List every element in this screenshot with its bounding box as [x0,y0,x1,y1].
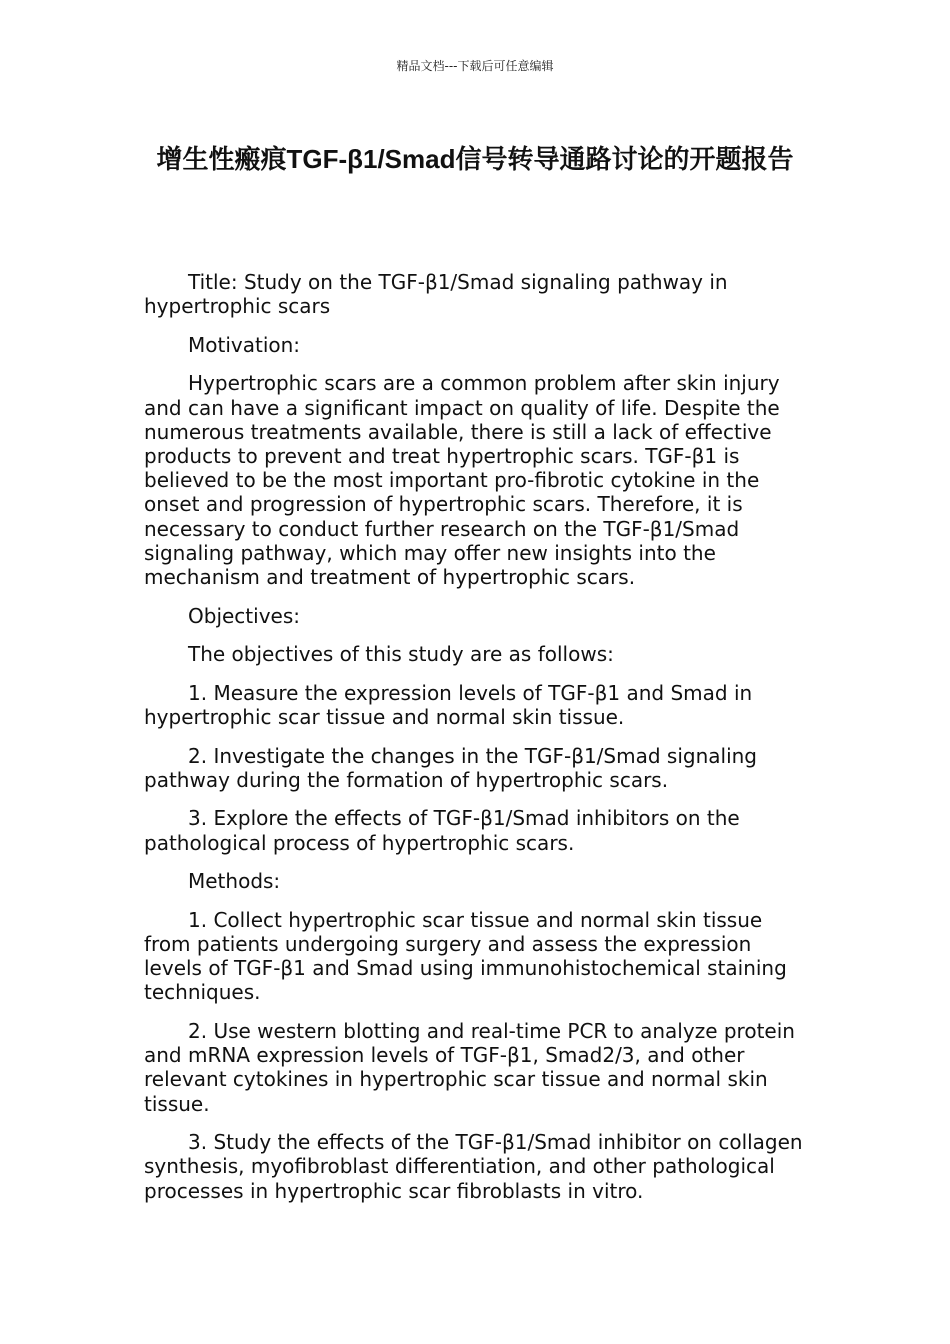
paragraph-title: Title: Study on the TGF-β1/Smad signaling pathway in hypertrophic scars [144,270,728,319]
objective-item-1: 1. Measure the expression levels of TGF-β1 and Smad in hypertrophic scar tissue and normal skin tissue. [144,680,753,729]
section-heading-methods: Methods: [188,869,281,894]
paragraph-objectives-intro: The objectives of this study are as follows: [188,642,614,667]
document-body [144,270,814,1217]
document-title: 增生性瘢痕TGF-β1/Smad信号转导通路讨论的开题报告 [156,144,794,174]
method-item-3: 3. Study the effects of the TGF-β1/Smad inhibitor on collagen synthesis, myofibroblast differentiation, and other pathological processes in hypertrophic scar fibroblasts in vitro. [144,1130,803,1203]
method-item-2: 2. Use western blotting and real-time PCR to analyze protein and mRNA expression levels of TGF-β1, Smad2/3, and other relevant cytokines in hypertrophic scar tissue and normal skin tissue. [144,1018,795,1116]
page-header: 精品文档---下载后可任意编辑 [396,59,554,73]
objective-item-2: 2. Investigate the changes in the TGF-β1/Smad signaling pathway during the formation of hypertrophic scars. [144,743,757,792]
method-item-1: 1. Collect hypertrophic scar tissue and normal skin tissue from patients undergoing surgery and assess the expression levels of TGF-β1 and Smad using immunohistochemical staining techniques. [144,907,787,1005]
section-heading-motivation: Motivation: [188,332,301,357]
objective-item-3: 3. Explore the effects of TGF-β1/Smad inhibitors on the pathological process of hypertrophic scars. [144,806,740,855]
section-heading-objectives: Objectives: [188,603,300,628]
paragraph-motivation: Hypertrophic scars are a common problem after skin injury and can have a significant impact on quality of life. Despite the numerous treatments available, there is still a lack of effective products to prevent and treat hypertrophic scars. TGF-β1 is believed to be the most important pro-fibrotic cytokine in the onset and progression of hypertrophic scars. Therefore, it is necessary to conduct further research on the TGF-β1/Smad signaling pathway, which may offer new insights into the mechanism and treatment of hypertrophic scars. [144,371,780,590]
